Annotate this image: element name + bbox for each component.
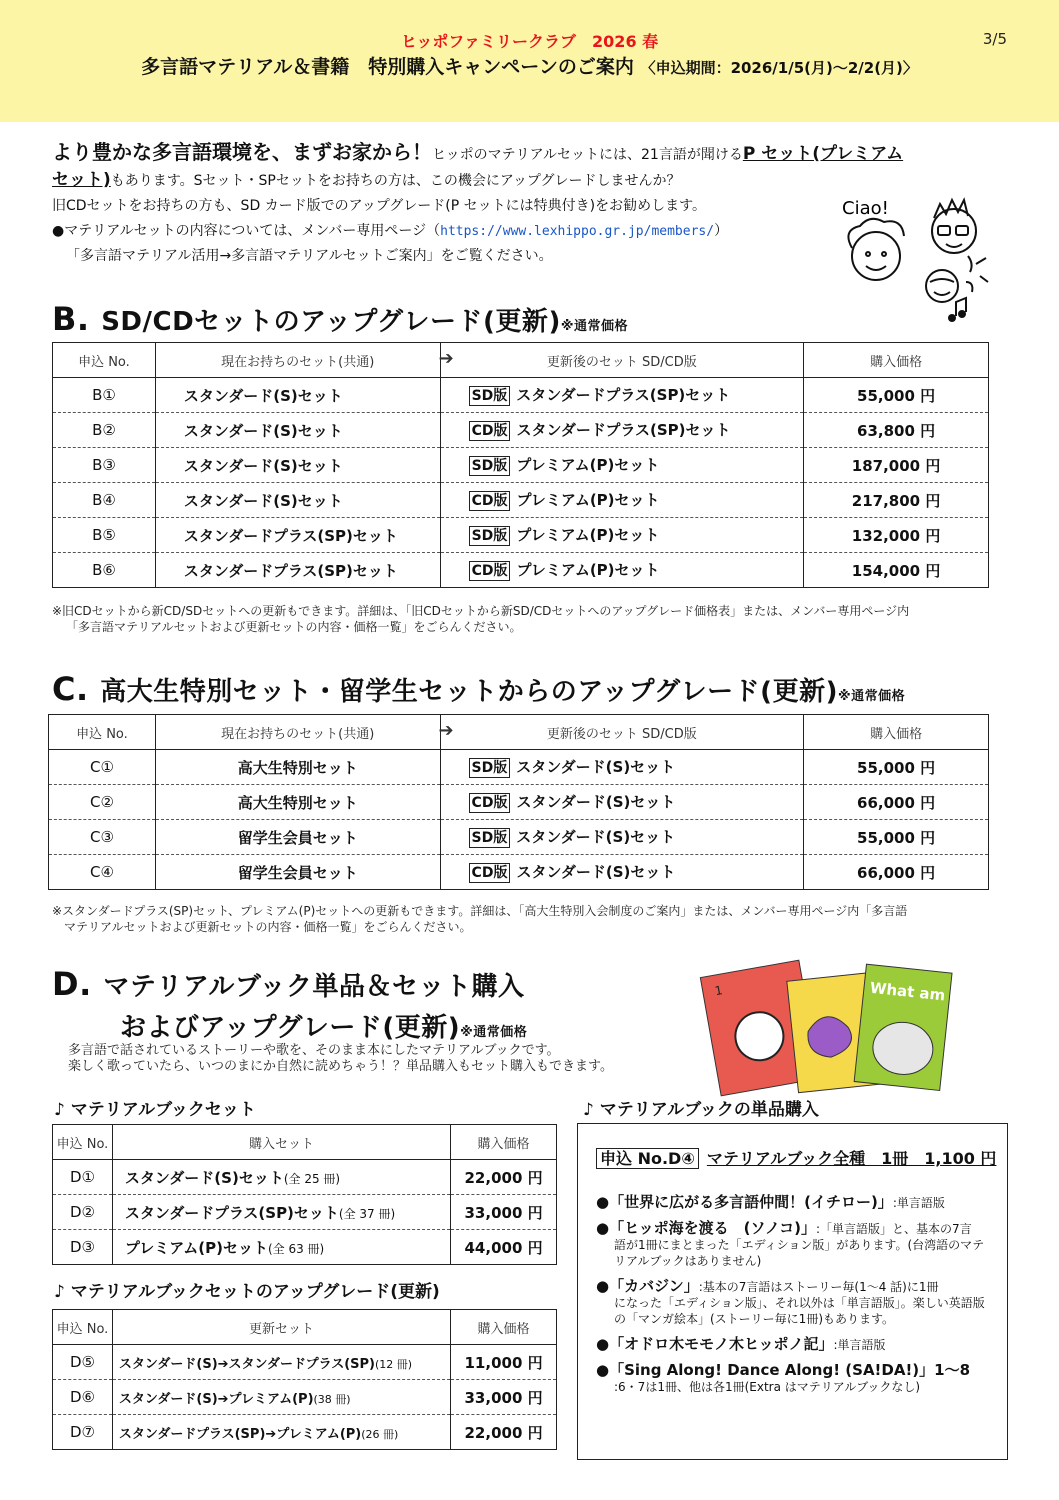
book-set-table xyxy=(52,1124,557,1265)
row-no: D① xyxy=(53,1160,113,1195)
intro-l1: ヒッポのマテリアルセットには、21言語が聞ける xyxy=(432,147,743,163)
kids-doodle-illustration xyxy=(838,186,1006,328)
list-item xyxy=(596,1278,996,1327)
row-no: C① xyxy=(49,750,156,785)
table-row xyxy=(53,1345,557,1380)
footnote-line: マテリアルセットおよび更新セットの内容・価格一覧」をごらんください。 xyxy=(64,920,472,934)
members-link[interactable]: https://www.lexhippo.gr.jp/members/ xyxy=(440,224,715,239)
media-badge: SD版 xyxy=(469,828,511,848)
single-book-box xyxy=(577,1123,1008,1460)
row-current-set: 留学生会員セット xyxy=(155,855,440,890)
col-header-new-text: 更新後のセット SD/CD版 xyxy=(546,354,697,370)
col-header-new xyxy=(440,715,804,750)
col-header-no: 申込 No. xyxy=(49,715,156,750)
table-header-row xyxy=(49,715,989,750)
row-no: B④ xyxy=(53,483,156,518)
table-row xyxy=(53,448,989,483)
media-badge: CD版 xyxy=(469,863,511,883)
row-price: 44,000 円 xyxy=(464,1238,543,1257)
section-d-note: ※通常価格 xyxy=(460,1025,528,1040)
row-current-set: スタンダード(S)セット xyxy=(155,448,440,483)
application-period: 〈申込期間：2026/1/5(月)～2/2(月)〉 xyxy=(640,59,918,77)
col-header-price: 購入価格 xyxy=(804,343,989,378)
media-badge: SD版 xyxy=(469,386,511,406)
row-price: 132,000 円 xyxy=(804,518,989,553)
row-current-set: スタンダード(S)セット xyxy=(155,378,440,413)
row-no: B⑥ xyxy=(53,553,156,588)
section-c-heading: 高大生特別セット・留学生セットからのアップグレード(更新) xyxy=(100,677,838,707)
row-set-name: プレミアム(P)セット xyxy=(124,1238,268,1257)
row-price: 55,000 円 xyxy=(804,378,989,413)
intro-pset: P セット(プレミアム xyxy=(742,144,904,164)
single-book-heading xyxy=(596,1146,996,1169)
item-name: ●「世界に広がる多言語仲間！(イチロー)」 xyxy=(596,1193,893,1211)
col-header-no: 申込 No. xyxy=(53,343,156,378)
intro-pset2: セット) xyxy=(52,170,111,190)
section-d-title-line2 xyxy=(120,1006,527,1044)
section-b-note: ※通常価格 xyxy=(560,319,628,334)
table-row xyxy=(49,820,989,855)
row-no: D⑦ xyxy=(53,1415,113,1450)
material-books-illustration xyxy=(700,958,966,1093)
footnote-line: ※旧CDセットから新CD/SDセットへの更新もできます。詳細は、「旧CDセットから新SD/CDセットへのアップグレード価格表」または、メンバー専用ページ内 xyxy=(52,604,910,618)
row-no: D② xyxy=(53,1195,113,1230)
item-suffix: :基本の7言語はストーリー毎(1～4 話)に1冊 xyxy=(698,1280,939,1294)
list-item xyxy=(596,1362,996,1395)
list-item xyxy=(596,1336,996,1353)
row-no: B③ xyxy=(53,448,156,483)
row-new-set: スタンダードプラス(SP)セット xyxy=(516,421,731,439)
section-c-table xyxy=(48,714,989,890)
table-row xyxy=(53,1230,557,1265)
row-no: D⑤ xyxy=(53,1345,113,1380)
row-no: C② xyxy=(49,785,156,820)
table-header-row xyxy=(53,343,989,378)
col-header-new xyxy=(440,343,804,378)
item-suffix: :「単言語版」と、基本の7言 xyxy=(816,1222,972,1236)
section-d-letter: D. xyxy=(52,965,92,1003)
row-new-set: スタンダード(S)セット xyxy=(516,863,676,881)
section-c-letter: C. xyxy=(52,670,89,708)
row-new-set: スタンダード(S)セット xyxy=(516,758,676,776)
table-row xyxy=(53,518,989,553)
row-new-set: スタンダード(S)セット xyxy=(516,828,676,846)
arrow-right-icon: ➔ xyxy=(438,720,454,741)
row-price: 55,000 円 xyxy=(804,750,989,785)
page-number: 3/5 xyxy=(982,30,1007,48)
row-current-set: 留学生会員セット xyxy=(155,820,440,855)
col-header-current-text: 現在お持ちのセット(共通) xyxy=(221,354,375,370)
row-current-set: スタンダードプラス(SP)セット xyxy=(155,518,440,553)
title-text: 多言語マテリアル＆書籍 特別購入キャンペーンのご案内 xyxy=(141,56,634,78)
table-header-row xyxy=(53,1310,557,1345)
book-upgrade-title: ♪ マテリアルブックセットのアップグレード(更新) xyxy=(54,1282,440,1302)
club-season-label: ヒッポファミリークラブ 2026 春 xyxy=(400,32,659,51)
section-b-heading: SD/CDセットのアップグレード(更新) xyxy=(101,307,561,337)
row-price: 154,000 円 xyxy=(851,561,941,580)
single-book-list xyxy=(596,1194,996,1404)
row-set-name: スタンダード(S)➔プレミアム(P) xyxy=(118,1391,314,1407)
table-row xyxy=(53,553,989,588)
table-row xyxy=(49,750,989,785)
row-new-set: プレミアム(P)セット xyxy=(516,561,660,579)
row-set-count: (全 37 冊) xyxy=(338,1206,396,1221)
row-new-set: スタンダードプラス(SP)セット xyxy=(516,386,731,404)
row-price: 22,000 円 xyxy=(464,1423,543,1442)
row-current-set: スタンダードプラス(SP)セット xyxy=(155,553,440,588)
section-d-heading-1: マテリアルブック単品＆セット購入 xyxy=(103,972,525,1002)
row-no: C③ xyxy=(49,820,156,855)
single-book-price: マテリアルブック全種 1冊 1,100 円 xyxy=(706,1149,997,1168)
footnote-line: 「多言語マテリアルセットおよび更新セットの内容・価格一覧」をごらんください。 xyxy=(66,620,522,634)
row-set-name: スタンダード(S)➔スタンダードプラス(SP) xyxy=(118,1356,375,1372)
row-price: 33,000 円 xyxy=(451,1195,557,1230)
table-row xyxy=(49,785,989,820)
row-current-set: スタンダード(S)セット xyxy=(155,413,440,448)
book-title-text: What am I? xyxy=(869,978,966,1007)
row-new-set: スタンダード(S)セット xyxy=(516,793,676,811)
row-price: 55,000 円 xyxy=(804,820,989,855)
row-set-count: (全 25 冊) xyxy=(283,1171,341,1186)
row-set-count: (26 冊) xyxy=(361,1427,399,1441)
row-set-name: スタンダード(S)セット xyxy=(124,1168,284,1187)
item-desc: になった「エディション版」、それ以外は「単言語版」。楽しい英語版の「マンガ絵本」(ストーリー毎に1冊)もあります。 xyxy=(614,1296,985,1326)
col-header-current: 現在お持ちのセット(共通) xyxy=(155,715,440,750)
single-book-title: ♪ マテリアルブックの単品購入 xyxy=(583,1100,819,1120)
book-set-title: ♪ マテリアルブックセット xyxy=(54,1100,256,1120)
table-row xyxy=(53,483,989,518)
row-new-set: プレミアム(P)セット xyxy=(516,456,660,474)
footnote-line: ※スタンダードプラス(SP)セット、プレミアム(P)セットへの更新もできます。詳細は、「高大生特別入会制度のご案内」または、メンバー専用ページ内「多言語 xyxy=(52,904,908,918)
item-name: ●「カバジン」 xyxy=(596,1277,699,1295)
intro-l3: 旧CDセットをお持ちの方も、SD カード版でのアップグレード(P セットには特典付き)をお勧めします。 xyxy=(52,198,706,214)
item-name: ●「オドロ木モモノ木ヒッポノ記」 xyxy=(596,1335,834,1353)
col-header-no: 申込 No. xyxy=(53,1310,113,1345)
col-header-no: 申込 No. xyxy=(53,1125,113,1160)
row-set-count: (全 63 冊) xyxy=(267,1241,325,1256)
media-badge: CD版 xyxy=(469,793,511,813)
section-c-note: ※通常価格 xyxy=(837,689,906,704)
col-header-new-text: 更新後のセット SD/CD版 xyxy=(546,726,697,742)
col-header-current xyxy=(155,343,440,378)
section-b-title xyxy=(52,300,628,338)
table-row xyxy=(49,855,989,890)
svg-text:1: 1 xyxy=(713,983,724,999)
media-badge: CD版 xyxy=(469,561,511,581)
col-header-set: 更新セット xyxy=(112,1310,450,1345)
section-b-footnote xyxy=(52,603,909,635)
media-badge: CD版 xyxy=(469,421,511,441)
row-price: 22,000 円 xyxy=(451,1160,557,1195)
item-name: ●「Sing Along! Dance Along! (SA!DA!)」1～8 xyxy=(596,1361,971,1379)
header-band xyxy=(0,0,1059,122)
row-price: 66,000 円 xyxy=(857,863,936,882)
section-d-heading-2: およびアップグレード(更新) xyxy=(120,1013,461,1043)
media-badge: SD版 xyxy=(469,526,511,546)
row-no: B⑤ xyxy=(53,518,156,553)
section-c-footnote xyxy=(52,903,907,935)
list-item xyxy=(596,1220,996,1269)
row-no: B① xyxy=(53,378,156,413)
intro-l2: もあります。Sセット・SPセットをお持ちの方は、この機会にアップグレードしませんか？ xyxy=(110,173,681,189)
item-suffix: :単言語版 xyxy=(833,1338,886,1352)
arrow-right-icon: ➔ xyxy=(438,348,454,369)
media-badge: CD版 xyxy=(469,491,511,511)
table-row xyxy=(53,378,989,413)
section-b-letter: B. xyxy=(52,300,90,338)
item-suffix: :単言語版 xyxy=(892,1196,945,1210)
intro-l4a: ●マテリアルセットの内容については、メンバー専用ページ（ xyxy=(52,223,441,239)
row-no: D⑥ xyxy=(53,1380,113,1415)
row-current-set: 高大生特別セット xyxy=(155,785,440,820)
desc-line: 楽しく歌っていたら、いつのまにか自然に読めちゃう！？単品購入もセット購入もできます。 xyxy=(68,1059,613,1074)
col-header-price: 購入価格 xyxy=(451,1125,557,1160)
section-d-description xyxy=(68,1043,613,1075)
table-row xyxy=(53,413,989,448)
row-new-set: プレミアム(P)セット xyxy=(516,491,660,509)
item-desc: 語が1冊にまとまった「エディション版」があります。(台湾語のマテリアルブックはありません) xyxy=(614,1238,985,1268)
row-price: 33,000 円 xyxy=(451,1380,557,1415)
table-row xyxy=(53,1415,557,1450)
row-price: 187,000 円 xyxy=(804,448,989,483)
row-no: D③ xyxy=(53,1230,113,1265)
item-name: ●「ヒッポ海を渡る (ソノコ)」 xyxy=(596,1219,817,1237)
row-set-name: スタンダードプラス(SP)➔プレミアム(P) xyxy=(118,1426,362,1442)
row-price: 66,000 円 xyxy=(804,785,989,820)
book-upgrade-table xyxy=(52,1309,557,1450)
row-current-set: 高大生特別セット xyxy=(155,750,440,785)
row-price: 217,800 円 xyxy=(804,483,989,518)
intro-l4b: ） xyxy=(714,223,729,239)
row-new-set: プレミアム(P)セット xyxy=(516,526,660,544)
ciao-text: Ciao! xyxy=(842,198,889,219)
row-set-count: (12 冊) xyxy=(375,1357,413,1371)
col-header-price: 購入価格 xyxy=(451,1310,557,1345)
section-d-title xyxy=(52,965,525,1003)
section-c-title xyxy=(52,670,905,708)
desc-line: 多言語で話されているストーリーや歌を、そのまま本にしたマテリアルブックです。 xyxy=(68,1043,560,1058)
section-b-table xyxy=(52,342,989,588)
row-no: B② xyxy=(53,413,156,448)
intro-l5: 「多言語マテリアル活用→多言語マテリアルセットご案内」をご覧ください。 xyxy=(66,248,553,264)
list-item xyxy=(596,1194,996,1211)
table-row xyxy=(53,1380,557,1415)
intro-lead: より豊かな多言語環境を、まずお家から！ xyxy=(52,140,432,164)
row-current-set: スタンダード(S)セット xyxy=(155,483,440,518)
table-row xyxy=(53,1195,557,1230)
media-badge: SD版 xyxy=(469,758,511,778)
media-badge: SD版 xyxy=(469,456,511,476)
table-header-row xyxy=(53,1125,557,1160)
row-price: 63,800 円 xyxy=(804,413,989,448)
col-header-price: 購入価格 xyxy=(804,715,989,750)
row-set-name: スタンダードプラス(SP)セット xyxy=(124,1203,339,1222)
page-title xyxy=(0,52,1059,79)
col-header-set: 購入セット xyxy=(112,1125,450,1160)
item-desc: :6・7は1冊、他は各1冊(Extra はマテリアルブックなし) xyxy=(614,1380,921,1394)
row-no: C④ xyxy=(49,855,156,890)
table-row xyxy=(53,1160,557,1195)
row-price: 11,000 円 xyxy=(451,1345,557,1380)
row-set-count: (38 冊) xyxy=(313,1392,351,1406)
single-book-no: 申込 No.D④ xyxy=(596,1148,699,1169)
